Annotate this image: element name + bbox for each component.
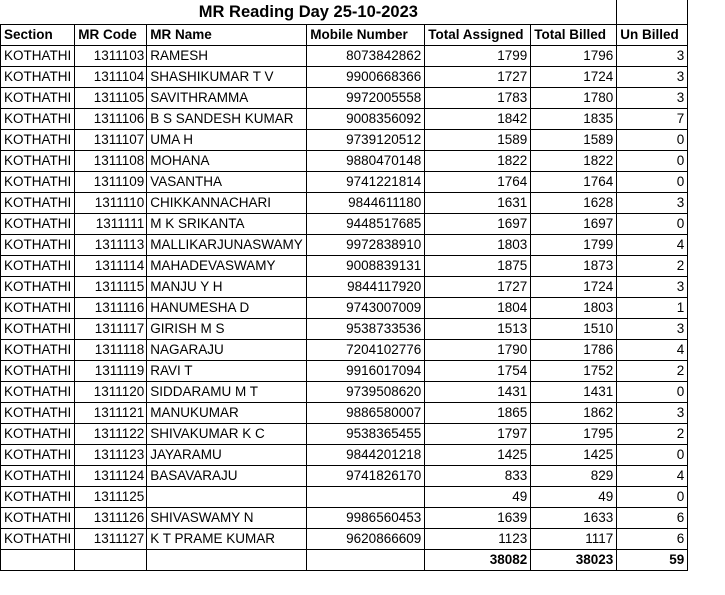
- cell-section[interactable]: KOTHATHI: [1, 319, 75, 340]
- cell-un-billed[interactable]: 0: [617, 172, 688, 193]
- cell-mr-code[interactable]: 1311126: [75, 508, 147, 529]
- cell-total-assigned[interactable]: 49: [425, 487, 531, 508]
- cell-total-assigned[interactable]: 1783: [425, 88, 531, 109]
- cell-total-assigned[interactable]: 1631: [425, 193, 531, 214]
- table-row: [1, 403, 688, 424]
- cell-mr-name[interactable]: K T PRAME KUMAR: [147, 529, 307, 550]
- totals-empty-mr-name[interactable]: [147, 550, 307, 571]
- cell-mr-code[interactable]: 1311121: [75, 403, 147, 424]
- cell-total-billed[interactable]: 1796: [531, 46, 617, 67]
- cell-un-billed[interactable]: 3: [617, 46, 688, 67]
- cell-mr-name[interactable]: UMA H: [147, 130, 307, 151]
- cell-mr-name[interactable]: SHIVAKUMAR K C: [147, 424, 307, 445]
- header-mr-code[interactable]: MR Code: [75, 25, 147, 46]
- cell-mr-name[interactable]: VASANTHA: [147, 172, 307, 193]
- cell-mr-name[interactable]: HANUMESHA D: [147, 298, 307, 319]
- cell-section[interactable]: KOTHATHI: [1, 46, 75, 67]
- cell-total-billed[interactable]: 1752: [531, 361, 617, 382]
- cell-mobile-number[interactable]: 9739120512: [307, 130, 425, 151]
- cell-total-billed[interactable]: 1431: [531, 382, 617, 403]
- cell-total-assigned[interactable]: 1513: [425, 319, 531, 340]
- cell-total-billed[interactable]: 1799: [531, 235, 617, 256]
- cell-un-billed[interactable]: 0: [617, 382, 688, 403]
- cell-total-billed[interactable]: 1633: [531, 508, 617, 529]
- cell-total-assigned[interactable]: 833: [425, 466, 531, 487]
- table-row: [1, 193, 688, 214]
- table-row: [1, 172, 688, 193]
- cell-mr-name[interactable]: NAGARAJU: [147, 340, 307, 361]
- table-row: [1, 382, 688, 403]
- cell-un-billed[interactable]: 2: [617, 256, 688, 277]
- cell-section[interactable]: KOTHATHI: [1, 361, 75, 382]
- table-row: [1, 340, 688, 361]
- table-row: [1, 109, 688, 130]
- cell-mobile-number[interactable]: 9972838910: [307, 235, 425, 256]
- cell-mobile-number[interactable]: 9008839131: [307, 256, 425, 277]
- cell-mobile-number[interactable]: 9986560453: [307, 508, 425, 529]
- cell-section[interactable]: KOTHATHI: [1, 298, 75, 319]
- cell-mobile-number[interactable]: 9844611180: [307, 193, 425, 214]
- cell-mr-code[interactable]: 1311105: [75, 88, 147, 109]
- table-row: [1, 151, 688, 172]
- table-row: [1, 424, 688, 445]
- cell-section[interactable]: KOTHATHI: [1, 424, 75, 445]
- cell-section[interactable]: KOTHATHI: [1, 235, 75, 256]
- cell-total-billed[interactable]: 49: [531, 487, 617, 508]
- cell-mr-name[interactable]: CHIKKANNACHARI: [147, 193, 307, 214]
- cell-mr-name[interactable]: MANUKUMAR: [147, 403, 307, 424]
- cell-section[interactable]: KOTHATHI: [1, 529, 75, 550]
- cell-mobile-number[interactable]: 9008356092: [307, 109, 425, 130]
- cell-section[interactable]: KOTHATHI: [1, 445, 75, 466]
- header-total-assigned[interactable]: Total Assigned: [425, 25, 531, 46]
- cell-mr-name[interactable]: BASAVARAJU: [147, 466, 307, 487]
- table-row: [1, 130, 688, 151]
- cell-mr-name[interactable]: SIDDARAMU M T: [147, 382, 307, 403]
- cell-section[interactable]: KOTHATHI: [1, 172, 75, 193]
- cell-total-assigned[interactable]: 1875: [425, 256, 531, 277]
- cell-mr-name[interactable]: MANJU Y H: [147, 277, 307, 298]
- cell-total-billed[interactable]: 1822: [531, 151, 617, 172]
- cell-mr-code[interactable]: 1311103: [75, 46, 147, 67]
- total-assigned-sum[interactable]: 38082: [425, 550, 531, 571]
- cell-mr-name[interactable]: [147, 487, 307, 508]
- cell-mr-code[interactable]: 1311124: [75, 466, 147, 487]
- cell-mobile-number[interactable]: 9739508620: [307, 382, 425, 403]
- cell-un-billed[interactable]: 2: [617, 361, 688, 382]
- cell-total-assigned[interactable]: 1123: [425, 529, 531, 550]
- cell-total-billed[interactable]: 1724: [531, 277, 617, 298]
- cell-total-billed[interactable]: 1862: [531, 403, 617, 424]
- un-billed-sum[interactable]: 59: [617, 550, 688, 571]
- cell-un-billed[interactable]: 0: [617, 151, 688, 172]
- cell-un-billed[interactable]: 7: [617, 109, 688, 130]
- cell-mr-code[interactable]: 1311113: [75, 235, 147, 256]
- cell-mobile-number[interactable]: 9844201218: [307, 445, 425, 466]
- cell-total-assigned[interactable]: 1589: [425, 130, 531, 151]
- cell-mr-name[interactable]: SAVITHRAMMA: [147, 88, 307, 109]
- cell-mobile-number[interactable]: [307, 487, 425, 508]
- cell-section[interactable]: KOTHATHI: [1, 382, 75, 403]
- cell-mr-code[interactable]: 1311117: [75, 319, 147, 340]
- cell-mr-name[interactable]: JAYARAMU: [147, 445, 307, 466]
- cell-mobile-number[interactable]: 8073842862: [307, 46, 425, 67]
- table-row: [1, 88, 688, 109]
- table-row: [1, 67, 688, 88]
- table-row: [1, 319, 688, 340]
- cell-mr-name[interactable]: MAHADEVASWAMY: [147, 256, 307, 277]
- cell-total-assigned[interactable]: 1727: [425, 67, 531, 88]
- cell-mr-name[interactable]: SHASHIKUMAR T V: [147, 67, 307, 88]
- cell-un-billed[interactable]: 4: [617, 340, 688, 361]
- table-row: [1, 298, 688, 319]
- table-row: [1, 466, 688, 487]
- totals-empty-mobile[interactable]: [307, 550, 425, 571]
- cell-total-assigned[interactable]: 1727: [425, 277, 531, 298]
- cell-total-billed[interactable]: 1510: [531, 319, 617, 340]
- cell-total-billed[interactable]: 1117: [531, 529, 617, 550]
- cell-total-billed[interactable]: 1786: [531, 340, 617, 361]
- cell-un-billed[interactable]: 6: [617, 529, 688, 550]
- cell-un-billed[interactable]: 3: [617, 319, 688, 340]
- cell-mr-name[interactable]: SHIVASWAMY N: [147, 508, 307, 529]
- cell-total-billed[interactable]: 1724: [531, 67, 617, 88]
- total-billed-sum[interactable]: 38023: [531, 550, 617, 571]
- cell-total-billed[interactable]: 1873: [531, 256, 617, 277]
- cell-section[interactable]: KOTHATHI: [1, 277, 75, 298]
- table-row: [1, 508, 688, 529]
- cell-total-assigned[interactable]: 1790: [425, 340, 531, 361]
- header-total-billed[interactable]: Total Billed: [531, 25, 617, 46]
- cell-total-assigned[interactable]: 1425: [425, 445, 531, 466]
- cell-section[interactable]: KOTHATHI: [1, 130, 75, 151]
- cell-un-billed[interactable]: 3: [617, 193, 688, 214]
- cell-un-billed[interactable]: 1: [617, 298, 688, 319]
- cell-mobile-number[interactable]: 9743007009: [307, 298, 425, 319]
- cell-mr-name[interactable]: GIRISH M S: [147, 319, 307, 340]
- totals-empty-section[interactable]: [1, 550, 75, 571]
- cell-un-billed[interactable]: 6: [617, 508, 688, 529]
- cell-un-billed[interactable]: 0: [617, 487, 688, 508]
- cell-mobile-number[interactable]: 9886580007: [307, 403, 425, 424]
- cell-mr-code[interactable]: 1311111: [75, 214, 147, 235]
- cell-mr-name[interactable]: MALLIKARJUNASWAMY: [147, 235, 307, 256]
- cell-un-billed[interactable]: 0: [617, 445, 688, 466]
- cell-total-assigned[interactable]: 1797: [425, 424, 531, 445]
- cell-total-assigned[interactable]: 1803: [425, 235, 531, 256]
- cell-total-billed[interactable]: 829: [531, 466, 617, 487]
- cell-total-assigned[interactable]: 1431: [425, 382, 531, 403]
- cell-section[interactable]: KOTHATHI: [1, 508, 75, 529]
- cell-mr-code[interactable]: 1311127: [75, 529, 147, 550]
- cell-un-billed[interactable]: 0: [617, 130, 688, 151]
- cell-total-billed[interactable]: 1764: [531, 172, 617, 193]
- header-mobile-number[interactable]: Mobile Number: [307, 25, 425, 46]
- cell-un-billed[interactable]: 4: [617, 235, 688, 256]
- cell-mr-code[interactable]: 1311108: [75, 151, 147, 172]
- table-row: [1, 361, 688, 382]
- cell-mobile-number[interactable]: 9916017094: [307, 361, 425, 382]
- cell-total-assigned[interactable]: 1799: [425, 46, 531, 67]
- cell-mr-code[interactable]: 1311104: [75, 67, 147, 88]
- totals-row: [1, 550, 688, 571]
- cell-mr-code[interactable]: 1311123: [75, 445, 147, 466]
- cell-mobile-number[interactable]: 9538365455: [307, 424, 425, 445]
- table-row: [1, 46, 688, 67]
- cell-section[interactable]: KOTHATHI: [1, 109, 75, 130]
- cell-total-assigned[interactable]: 1764: [425, 172, 531, 193]
- cell-total-billed[interactable]: 1835: [531, 109, 617, 130]
- title-row: [1, 0, 688, 25]
- cell-un-billed[interactable]: 0: [617, 214, 688, 235]
- cell-mr-code[interactable]: 1311109: [75, 172, 147, 193]
- cell-section[interactable]: KOTHATHI: [1, 67, 75, 88]
- sheet-title[interactable]: MR Reading Day 25-10-2023: [1, 0, 617, 25]
- cell-mr-name[interactable]: RAMESH: [147, 46, 307, 67]
- cell-mr-code[interactable]: 1311115: [75, 277, 147, 298]
- cell-mr-name[interactable]: RAVI T: [147, 361, 307, 382]
- cell-section[interactable]: KOTHATHI: [1, 487, 75, 508]
- cell-mobile-number[interactable]: 9880470148: [307, 151, 425, 172]
- cell-mr-code[interactable]: 1311125: [75, 487, 147, 508]
- cell-total-assigned[interactable]: 1822: [425, 151, 531, 172]
- cell-section[interactable]: KOTHATHI: [1, 88, 75, 109]
- cell-section[interactable]: KOTHATHI: [1, 340, 75, 361]
- cell-un-billed[interactable]: 3: [617, 403, 688, 424]
- cell-section[interactable]: KOTHATHI: [1, 151, 75, 172]
- cell-total-billed[interactable]: 1780: [531, 88, 617, 109]
- cell-mr-code[interactable]: 1311107: [75, 130, 147, 151]
- cell-mr-code[interactable]: 1311116: [75, 298, 147, 319]
- cell-mr-name[interactable]: MOHANA: [147, 151, 307, 172]
- cell-un-billed[interactable]: 3: [617, 67, 688, 88]
- cell-total-assigned[interactable]: 1842: [425, 109, 531, 130]
- totals-empty-mr-code[interactable]: [75, 550, 147, 571]
- header-row: [1, 25, 688, 46]
- table-row: [1, 235, 688, 256]
- title-empty-cell[interactable]: [617, 0, 688, 25]
- cell-mr-code[interactable]: 1311119: [75, 361, 147, 382]
- cell-un-billed[interactable]: 2: [617, 424, 688, 445]
- header-mr-name[interactable]: MR Name: [147, 25, 307, 46]
- cell-mr-code[interactable]: 1311110: [75, 193, 147, 214]
- cell-mobile-number[interactable]: 9538733536: [307, 319, 425, 340]
- cell-total-billed[interactable]: 1697: [531, 214, 617, 235]
- cell-total-billed[interactable]: 1803: [531, 298, 617, 319]
- cell-mobile-number[interactable]: 9900668366: [307, 67, 425, 88]
- header-un-billed[interactable]: Un Billed: [617, 25, 688, 46]
- cell-mr-name[interactable]: B S SANDESH KUMAR: [147, 109, 307, 130]
- cell-un-billed[interactable]: 4: [617, 466, 688, 487]
- cell-un-billed[interactable]: 3: [617, 277, 688, 298]
- cell-mobile-number[interactable]: 9844117920: [307, 277, 425, 298]
- table-body: [1, 46, 688, 550]
- table-row: [1, 256, 688, 277]
- cell-section[interactable]: KOTHATHI: [1, 466, 75, 487]
- cell-total-billed[interactable]: 1589: [531, 130, 617, 151]
- table-row: [1, 277, 688, 298]
- cell-section[interactable]: KOTHATHI: [1, 193, 75, 214]
- cell-total-billed[interactable]: 1628: [531, 193, 617, 214]
- cell-mr-code[interactable]: 1311120: [75, 382, 147, 403]
- cell-section[interactable]: KOTHATHI: [1, 256, 75, 277]
- cell-section[interactable]: KOTHATHI: [1, 403, 75, 424]
- cell-mobile-number[interactable]: 7204102776: [307, 340, 425, 361]
- cell-total-billed[interactable]: 1795: [531, 424, 617, 445]
- cell-total-assigned[interactable]: 1865: [425, 403, 531, 424]
- cell-total-assigned[interactable]: 1639: [425, 508, 531, 529]
- cell-mobile-number[interactable]: 9972005558: [307, 88, 425, 109]
- cell-mr-name[interactable]: M K SRIKANTA: [147, 214, 307, 235]
- cell-mr-code[interactable]: 1311106: [75, 109, 147, 130]
- cell-mr-code[interactable]: 1311114: [75, 256, 147, 277]
- header-section[interactable]: Section: [1, 25, 75, 46]
- cell-mobile-number[interactable]: 9741826170: [307, 466, 425, 487]
- table-row: [1, 487, 688, 508]
- cell-mr-code[interactable]: 1311118: [75, 340, 147, 361]
- cell-mobile-number[interactable]: 9620866609: [307, 529, 425, 550]
- table-row: [1, 214, 688, 235]
- cell-total-assigned[interactable]: 1754: [425, 361, 531, 382]
- cell-section[interactable]: KOTHATHI: [1, 214, 75, 235]
- cell-total-assigned[interactable]: 1804: [425, 298, 531, 319]
- cell-mobile-number[interactable]: 9741221814: [307, 172, 425, 193]
- cell-total-billed[interactable]: 1425: [531, 445, 617, 466]
- cell-un-billed[interactable]: 3: [617, 88, 688, 109]
- cell-total-assigned[interactable]: 1697: [425, 214, 531, 235]
- cell-mobile-number[interactable]: 9448517685: [307, 214, 425, 235]
- table-row: [1, 529, 688, 550]
- table-row: [1, 445, 688, 466]
- cell-mr-code[interactable]: 1311122: [75, 424, 147, 445]
